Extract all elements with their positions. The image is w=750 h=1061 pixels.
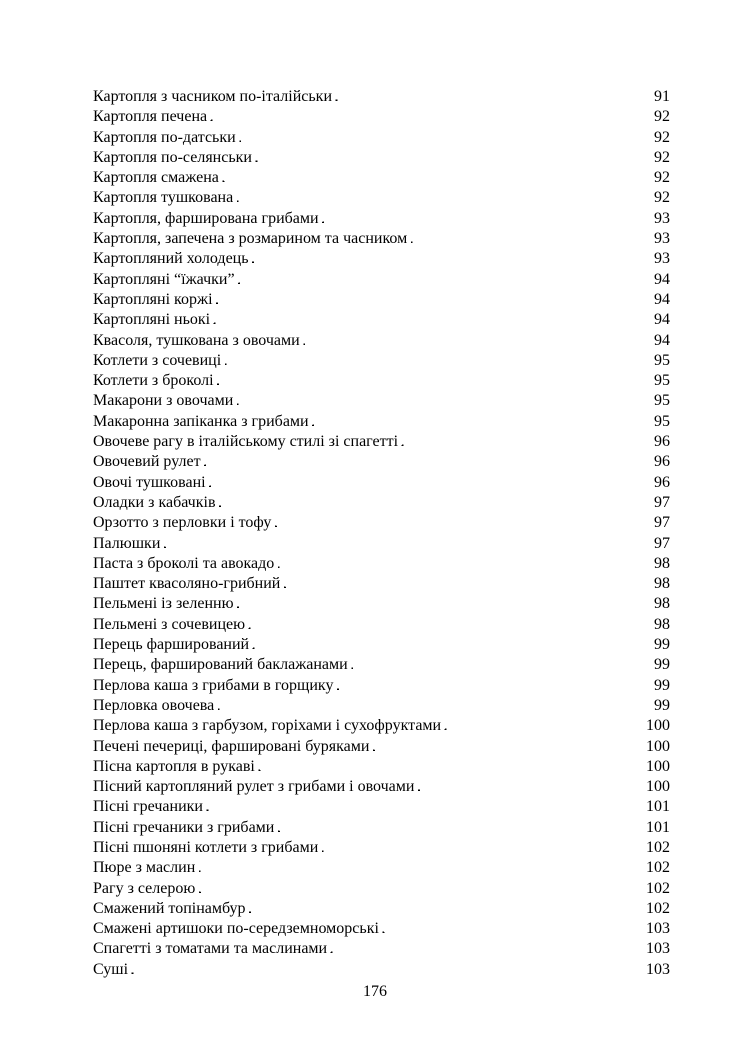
table-of-contents bbox=[93, 87, 670, 980]
toc-dot-leader bbox=[163, 534, 653, 554]
toc-entry-page: 102 bbox=[646, 879, 670, 897]
toc-dot-leader bbox=[335, 87, 653, 107]
toc-entry-page: 95 bbox=[654, 351, 670, 369]
toc-dot-leader bbox=[236, 188, 653, 208]
toc-entry-title: Орзотто з перловки і тофу bbox=[93, 514, 272, 532]
toc-dot-leader bbox=[198, 858, 645, 878]
toc-dot-leader bbox=[321, 838, 645, 858]
toc-entry-page: 96 bbox=[654, 433, 670, 451]
toc-dot-leader bbox=[401, 432, 653, 452]
toc-entry-title: Картопля по-датськи bbox=[93, 128, 236, 146]
toc-entry-page: 92 bbox=[654, 189, 670, 207]
toc-entry bbox=[93, 107, 670, 127]
toc-entry-title: Пюре з маслин bbox=[93, 859, 196, 877]
toc-entry-page: 103 bbox=[646, 920, 670, 938]
toc-entry bbox=[93, 919, 670, 939]
toc-entry bbox=[93, 615, 670, 635]
toc-dot-leader bbox=[209, 473, 653, 493]
toc-entry-page: 98 bbox=[654, 575, 670, 593]
toc-dot-leader bbox=[312, 412, 653, 432]
toc-dot-leader bbox=[198, 879, 645, 899]
toc-entry-title: Смажені артишоки по-середземноморські bbox=[93, 920, 379, 938]
toc-entry bbox=[93, 391, 670, 411]
page-number: 176 bbox=[363, 983, 387, 1000]
toc-entry-page: 92 bbox=[654, 108, 670, 126]
toc-entry-page: 98 bbox=[654, 615, 670, 633]
toc-entry bbox=[93, 879, 670, 899]
toc-entry bbox=[93, 310, 670, 330]
toc-entry-page: 93 bbox=[654, 209, 670, 227]
toc-entry-title: Суші bbox=[93, 960, 129, 978]
toc-entry-page: 94 bbox=[654, 290, 670, 308]
toc-entry-title: Картопляні ньокі bbox=[93, 311, 211, 329]
toc-entry-title: Картопляний холодець bbox=[93, 250, 249, 268]
toc-entry bbox=[93, 676, 670, 696]
toc-entry-page: 93 bbox=[654, 230, 670, 248]
toc-dot-leader bbox=[249, 899, 645, 919]
toc-dot-leader bbox=[410, 229, 653, 249]
toc-dot-leader bbox=[238, 270, 653, 290]
toc-dot-leader bbox=[210, 107, 653, 127]
toc-entry-page: 95 bbox=[654, 412, 670, 430]
toc-entry-title: Пісна картопля в рукаві bbox=[93, 757, 255, 775]
toc-entry-title: Печені печериці, фаршировані буряками bbox=[93, 737, 370, 755]
toc-entry bbox=[93, 229, 670, 249]
toc-dot-leader bbox=[219, 493, 654, 513]
toc-entry-title: Пельмені із зеленню bbox=[93, 595, 234, 613]
toc-entry-page: 100 bbox=[646, 778, 670, 796]
toc-dot-leader bbox=[382, 919, 645, 939]
toc-dot-leader bbox=[303, 331, 653, 351]
toc-entry-title: Овочеве рагу в італійському стилі зі спагетті bbox=[93, 433, 399, 451]
toc-entry-title: Перловка овочева bbox=[93, 696, 215, 714]
toc-entry bbox=[93, 128, 670, 148]
toc-entry bbox=[93, 716, 670, 736]
toc-entry-title: Картопляні “їжачки” bbox=[93, 270, 235, 288]
toc-entry bbox=[93, 249, 670, 269]
toc-dot-leader bbox=[217, 696, 653, 716]
toc-entry-title: Макаронна запіканка з грибами bbox=[93, 412, 309, 430]
toc-entry bbox=[93, 939, 670, 959]
toc-dot-leader bbox=[277, 818, 645, 838]
toc-entry bbox=[93, 412, 670, 432]
toc-dot-leader bbox=[204, 452, 653, 472]
toc-entry-page: 98 bbox=[654, 595, 670, 613]
toc-dot-leader bbox=[206, 797, 645, 817]
toc-entry-page: 92 bbox=[654, 128, 670, 146]
toc-entry-title: Картопля з часником по-італійськи bbox=[93, 88, 333, 105]
toc-entry-page: 99 bbox=[654, 696, 670, 714]
toc-entry bbox=[93, 493, 670, 513]
toc-entry-page: 92 bbox=[654, 169, 670, 187]
toc-dot-leader bbox=[351, 655, 653, 675]
toc-entry bbox=[93, 838, 670, 858]
toc-entry-title: Пісні гречаники з грибами bbox=[93, 818, 275, 836]
toc-entry-page: 97 bbox=[654, 514, 670, 532]
toc-entry-title: Пісні пшоняні котлети з грибами bbox=[93, 838, 319, 856]
toc-entry-title: Картопля по-селянськи bbox=[93, 148, 252, 166]
toc-entry bbox=[93, 87, 670, 107]
toc-entry bbox=[93, 818, 670, 838]
toc-dot-leader bbox=[252, 635, 653, 655]
toc-entry-page: 102 bbox=[646, 899, 670, 917]
toc-entry-page: 93 bbox=[654, 250, 670, 268]
toc-entry bbox=[93, 797, 670, 817]
toc-entry bbox=[93, 188, 670, 208]
toc-dot-leader bbox=[372, 737, 645, 757]
toc-entry bbox=[93, 594, 670, 614]
toc-entry-page: 94 bbox=[654, 311, 670, 329]
toc-entry-page: 91 bbox=[654, 88, 670, 105]
toc-entry-page: 97 bbox=[654, 493, 670, 511]
toc-entry-title: Картопля тушкована bbox=[93, 189, 234, 207]
toc-entry bbox=[93, 148, 670, 168]
toc-entry-page: 94 bbox=[654, 270, 670, 288]
toc-dot-leader bbox=[237, 594, 653, 614]
toc-entry-title: Овочі тушковані bbox=[93, 473, 206, 491]
toc-entry-title: Паста з броколі та авокадо bbox=[93, 554, 275, 572]
toc-entry-page: 101 bbox=[646, 818, 670, 836]
toc-entry bbox=[93, 168, 670, 188]
toc-entry bbox=[93, 371, 670, 391]
toc-dot-leader bbox=[283, 574, 653, 594]
toc-dot-leader bbox=[417, 777, 645, 797]
toc-dot-leader bbox=[131, 960, 645, 980]
toc-entry-title: Перлова каша з грибами в горщику bbox=[93, 676, 334, 694]
toc-entry bbox=[93, 858, 670, 878]
toc-dot-leader bbox=[444, 716, 645, 736]
toc-entry bbox=[93, 899, 670, 919]
toc-entry bbox=[93, 452, 670, 472]
toc-entry bbox=[93, 655, 670, 675]
toc-dot-leader bbox=[277, 554, 653, 574]
toc-entry bbox=[93, 290, 670, 310]
toc-entry-title: Пісні гречаники bbox=[93, 798, 203, 816]
toc-entry bbox=[93, 696, 670, 716]
toc-entry bbox=[93, 270, 670, 290]
toc-entry-title: Спагетті з томатами та маслинами bbox=[93, 940, 328, 958]
toc-dot-leader bbox=[236, 391, 653, 411]
toc-entry-page: 95 bbox=[654, 392, 670, 410]
toc-entry-page: 103 bbox=[646, 940, 670, 958]
toc-entry-title: Смажений топінамбур bbox=[93, 899, 246, 917]
toc-entry-page: 96 bbox=[654, 473, 670, 491]
toc-entry-title: Квасоля, тушкована з овочами bbox=[93, 331, 300, 349]
toc-entry-page: 100 bbox=[646, 757, 670, 775]
toc-entry bbox=[93, 960, 670, 980]
toc-entry-page: 103 bbox=[646, 960, 670, 978]
toc-dot-leader bbox=[217, 371, 653, 391]
toc-entry-title: Картопля, фарширована грибами bbox=[93, 209, 319, 227]
toc-entry-title: Рагу з селерою bbox=[93, 879, 196, 897]
toc-entry-page: 101 bbox=[646, 798, 670, 816]
toc-dot-leader bbox=[252, 249, 653, 269]
toc-entry-page: 100 bbox=[646, 737, 670, 755]
toc-entry-title: Картопля печена bbox=[93, 108, 208, 126]
toc-entry bbox=[93, 554, 670, 574]
toc-entry bbox=[93, 351, 670, 371]
toc-entry-title: Пісний картопляний рулет з грибами і овочами bbox=[93, 778, 415, 796]
toc-entry bbox=[93, 777, 670, 797]
toc-entry bbox=[93, 534, 670, 554]
toc-entry-title: Перець фарширований bbox=[93, 636, 250, 654]
toc-entry bbox=[93, 209, 670, 229]
toc-entry-page: 97 bbox=[654, 534, 670, 552]
toc-entry-page: 92 bbox=[654, 148, 670, 166]
toc-entry-page: 96 bbox=[654, 453, 670, 471]
toc-entry-title: Перлова каша з гарбузом, горіхами і сухофруктами bbox=[93, 717, 442, 735]
toc-dot-leader bbox=[330, 939, 645, 959]
toc-dot-leader bbox=[322, 209, 653, 229]
toc-entry-page: 98 bbox=[654, 554, 670, 572]
toc-entry bbox=[93, 473, 670, 493]
toc-dot-leader bbox=[239, 128, 653, 148]
toc-entry-page: 99 bbox=[654, 676, 670, 694]
toc-entry-title: Овочевий рулет bbox=[93, 453, 201, 471]
toc-entry-page: 94 bbox=[654, 331, 670, 349]
toc-entry-title: Картопляні коржі bbox=[93, 290, 213, 308]
toc-entry-title: Перець, фарширований баклажанами bbox=[93, 656, 348, 674]
toc-entry-title: Паштет квасоляно-грибний bbox=[93, 575, 281, 593]
toc-entry-title: Котлети з сочевиці bbox=[93, 351, 222, 369]
toc-entry-title: Пельмені з сочевицею bbox=[93, 615, 246, 633]
toc-entry-title: Палюшки bbox=[93, 534, 161, 552]
toc-entry bbox=[93, 432, 670, 452]
toc-dot-leader bbox=[258, 757, 645, 777]
toc-entry-title: Оладки з кабачків bbox=[93, 493, 216, 511]
toc-dot-leader bbox=[274, 513, 653, 533]
toc-entry-page: 102 bbox=[646, 838, 670, 856]
toc-dot-leader bbox=[248, 615, 653, 635]
toc-entry-page: 99 bbox=[654, 636, 670, 654]
toc-dot-leader bbox=[255, 148, 653, 168]
toc-entry-page: 100 bbox=[646, 717, 670, 735]
toc-entry-title: Котлети з броколі bbox=[93, 372, 214, 390]
toc-dot-leader bbox=[216, 290, 653, 310]
toc-dot-leader bbox=[213, 310, 653, 330]
toc-entry-title: Картопля, запечена з розмарином та часником bbox=[93, 230, 408, 248]
toc-dot-leader bbox=[336, 676, 653, 696]
toc-entry-page: 95 bbox=[654, 372, 670, 390]
toc-entry bbox=[93, 574, 670, 594]
toc-entry bbox=[93, 757, 670, 777]
toc-entry bbox=[93, 737, 670, 757]
toc-entry-title: Макарони з овочами bbox=[93, 392, 234, 410]
toc-entry-page: 102 bbox=[646, 859, 670, 877]
toc-entry bbox=[93, 635, 670, 655]
toc-entry bbox=[93, 331, 670, 351]
toc-dot-leader bbox=[222, 168, 653, 188]
toc-entry-page: 99 bbox=[654, 656, 670, 674]
toc-entry-title: Картопля смажена bbox=[93, 169, 219, 187]
toc-dot-leader bbox=[224, 351, 653, 371]
toc-entry bbox=[93, 513, 670, 533]
